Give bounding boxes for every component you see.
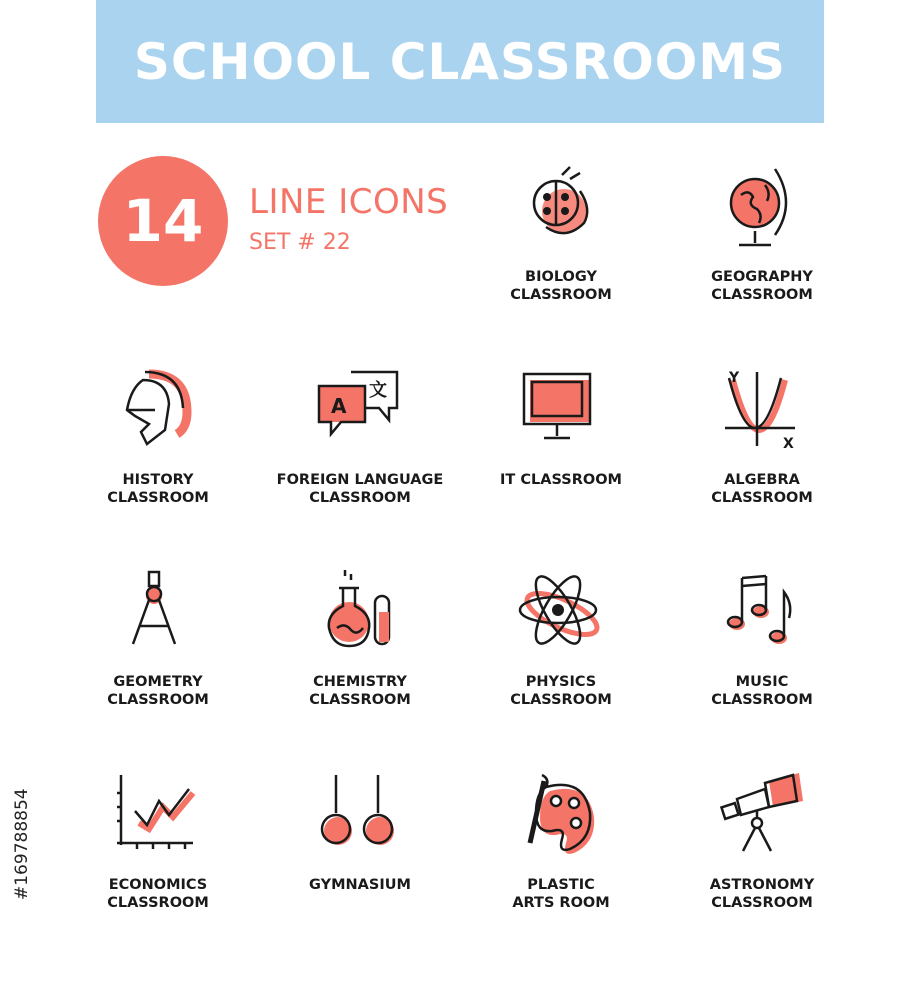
icon-cell-chemistry: [260, 570, 460, 740]
parabola-graph-icon: [717, 368, 807, 458]
svg-text:A: A: [331, 394, 347, 418]
stock-id: #169788854: [12, 788, 32, 900]
telescope-icon: [717, 773, 807, 863]
compass-icon: [113, 570, 203, 660]
icon-label: ECONOMICS CLASSROOM: [107, 877, 209, 911]
icon-cell-gymnasium: [260, 773, 460, 943]
gym-rings-icon: [315, 773, 405, 863]
icon-cell-astronomy: [662, 773, 862, 943]
icon-cell-foreign-language: [260, 368, 460, 538]
count-badge: [98, 156, 228, 286]
icon-cell-algebra: [662, 368, 862, 538]
header-banner: [96, 0, 824, 123]
icon-label: FOREIGN LANGUAGE CLASSROOM: [276, 472, 444, 506]
icon-label: ALGEBRA CLASSROOM: [711, 472, 813, 506]
page-title: SCHOOL CLASSROOMS: [133, 32, 787, 91]
icon-cell-music: [662, 570, 862, 740]
speech-bubbles-icon: [315, 368, 405, 458]
icon-label: GEOMETRY CLASSROOM: [107, 674, 209, 708]
globe-icon: [717, 165, 807, 255]
icon-cell-economics: [58, 773, 258, 943]
icon-label: ASTRONOMY CLASSROOM: [709, 877, 815, 911]
music-notes-icon: [717, 570, 807, 660]
flask-icon: [315, 570, 405, 660]
icon-cell-it: [461, 368, 661, 538]
svg-text:X: X: [783, 436, 794, 452]
icon-cell-geography: [662, 165, 862, 335]
icon-label: BIOLOGY CLASSROOM: [510, 269, 612, 303]
icon-label: GYMNASIUM: [309, 877, 411, 893]
icon-cell-geometry: [58, 570, 258, 740]
set-number: SET # 22: [249, 230, 351, 255]
icon-cell-biology: [461, 165, 661, 335]
icon-label: GEOGRAPHY CLASSROOM: [711, 269, 813, 303]
icon-label: CHEMISTRY CLASSROOM: [309, 674, 411, 708]
icon-label: PLASTIC ARTS ROOM: [512, 877, 610, 911]
set-title: LINE ICONS: [249, 182, 449, 222]
svg-text:Y: Y: [729, 370, 740, 386]
chart-icon: [113, 773, 203, 863]
icon-label: HISTORY CLASSROOM: [107, 472, 209, 506]
icon-cell-physics: [461, 570, 661, 740]
atom-icon: [516, 570, 606, 660]
palette-icon: [516, 773, 606, 863]
icon-label: IT CLASSROOM: [500, 472, 622, 488]
count-number: 14: [122, 187, 204, 255]
biology-icon: [516, 165, 606, 255]
helmet-icon: [113, 368, 203, 458]
icon-cell-plastic-arts: [461, 773, 661, 943]
icon-cell-history: [58, 368, 258, 538]
icon-label: MUSIC CLASSROOM: [711, 674, 813, 708]
icon-label: PHYSICS CLASSROOM: [510, 674, 612, 708]
svg-text:文: 文: [369, 380, 387, 401]
monitor-icon: [516, 368, 606, 458]
